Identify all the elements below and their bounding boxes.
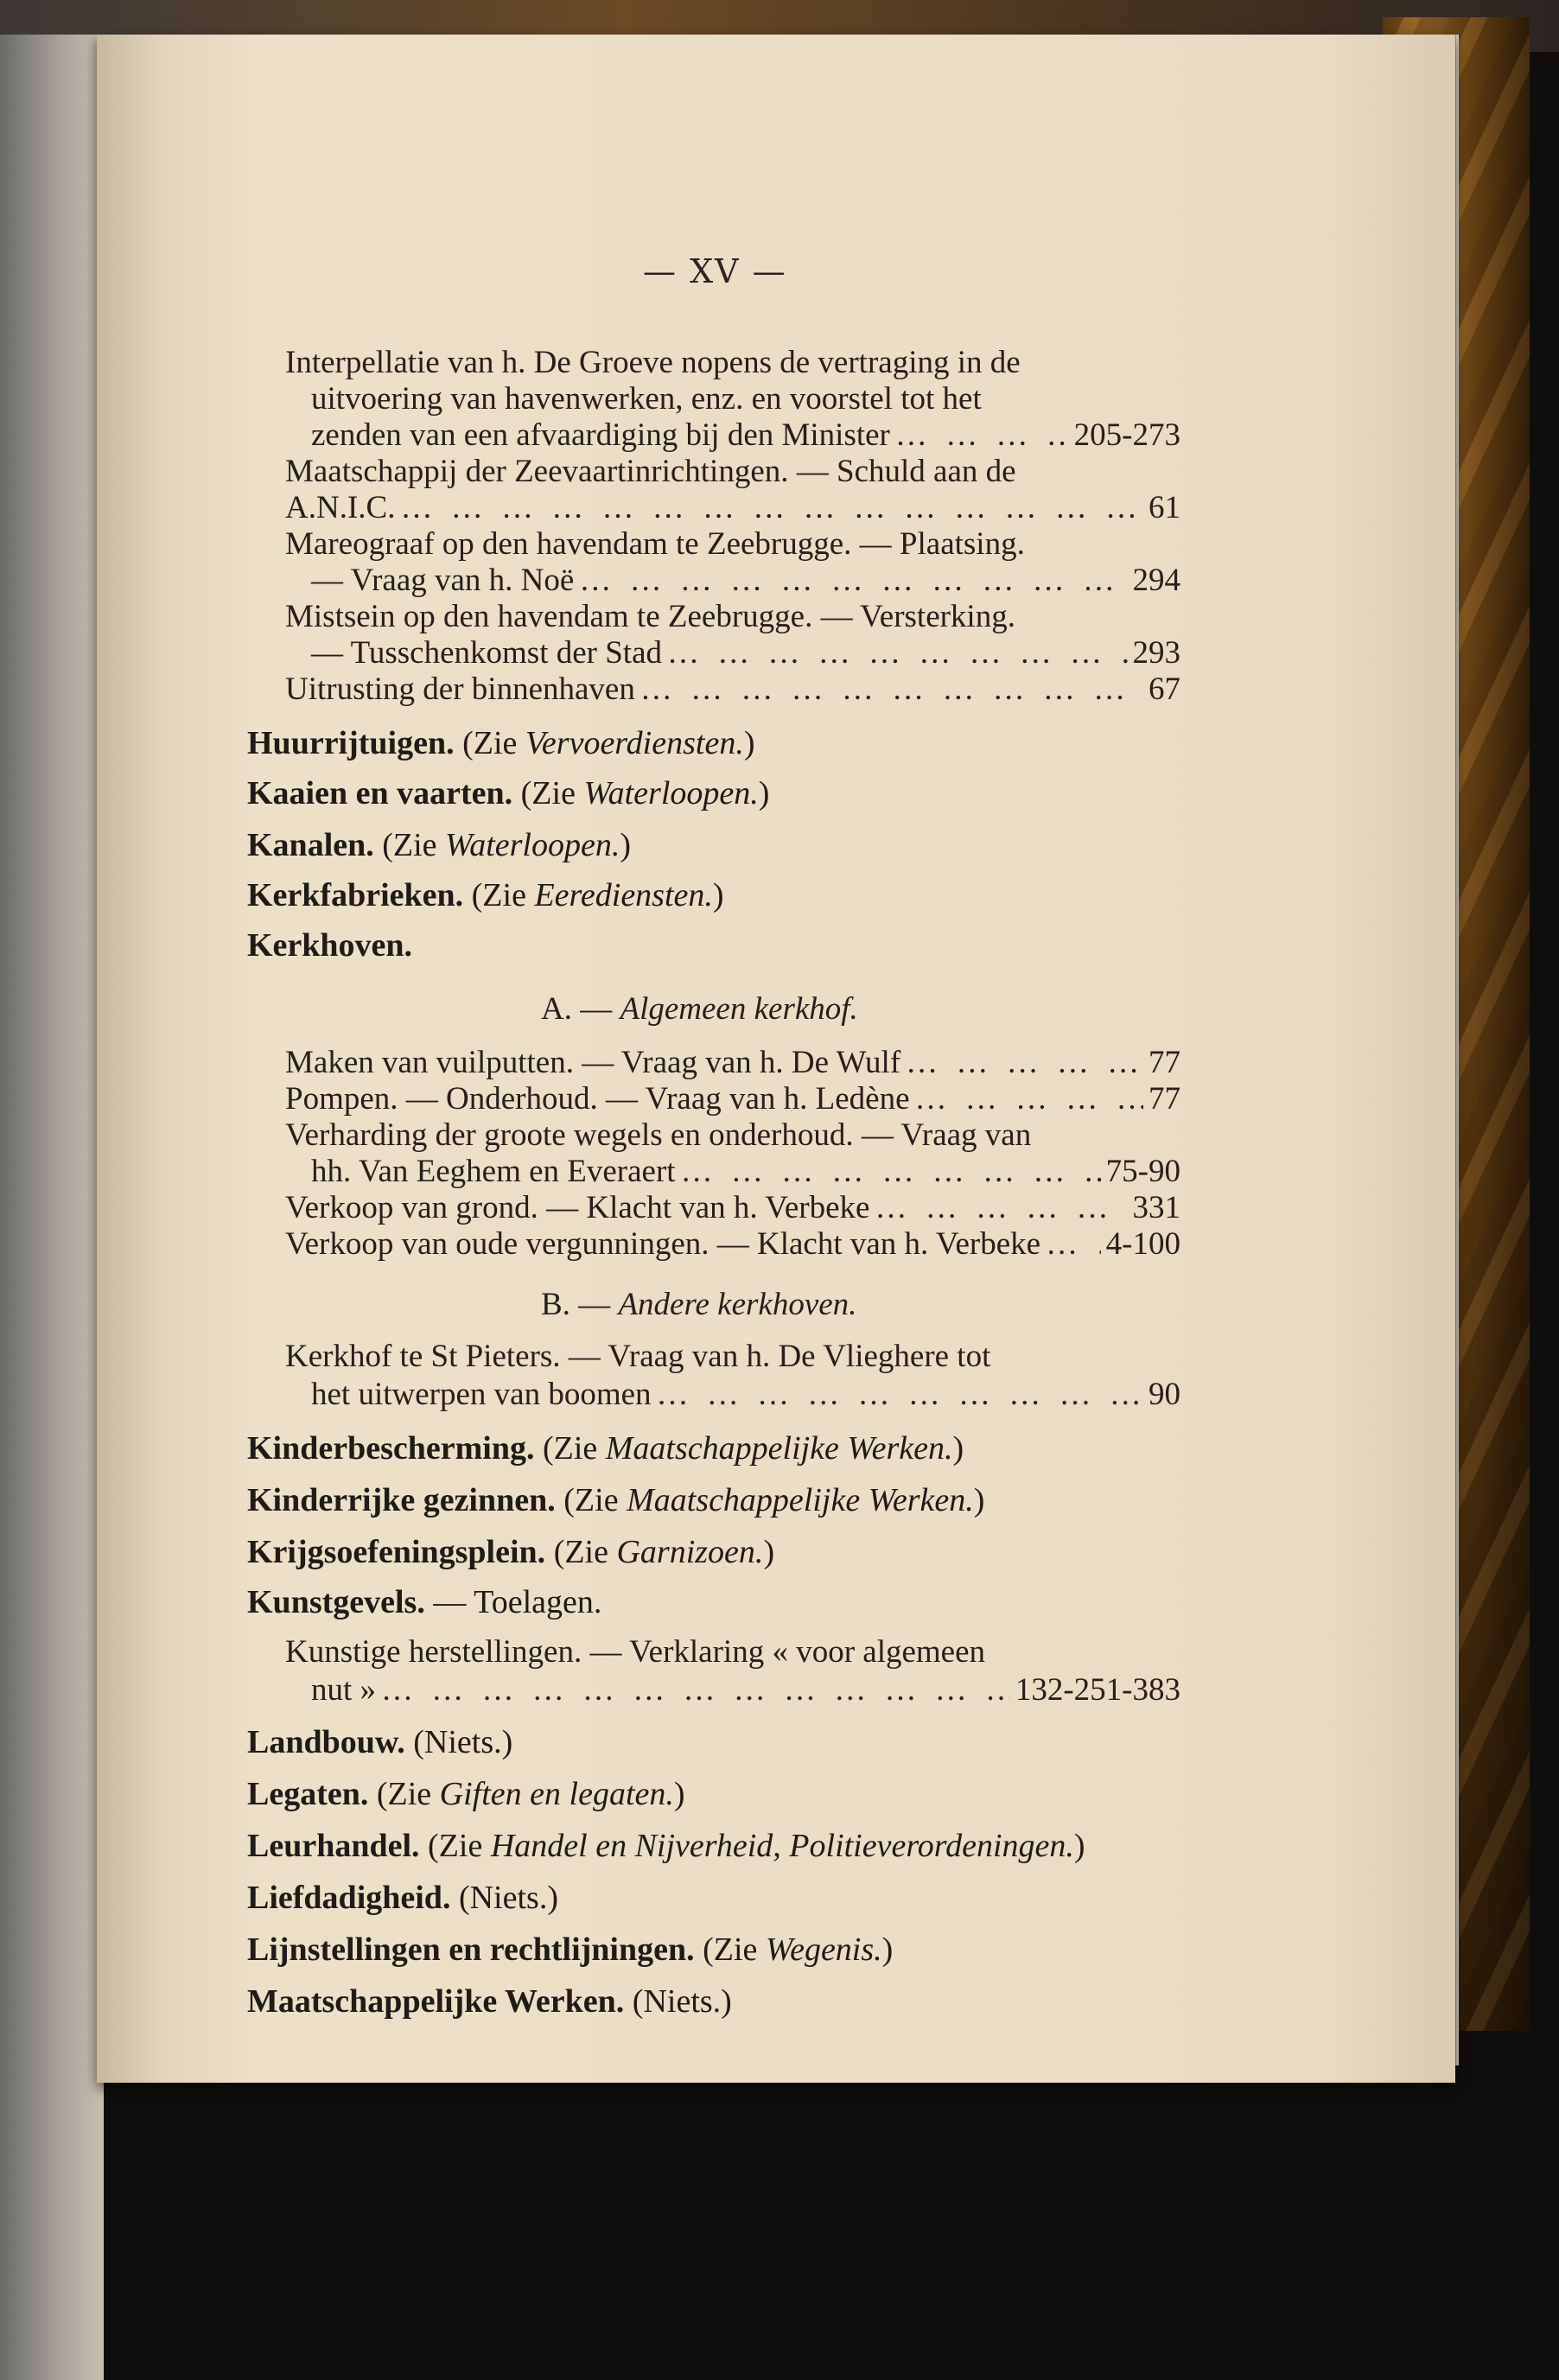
page-ref: 4-100: [1105, 1226, 1180, 1262]
index-entry: Pompen. — Onderhoud. — Vraag van h. Ledène … … … … … … … … … … … … … … … … … … … … … … … … … … … … … … 77: [285, 1080, 1180, 1117]
index-entry: Verharding der groote wegels en onderhoud. — Vraag van: [285, 1117, 1032, 1153]
index-entry: Mareograaf op den havendam te Zeebrugge. — Plaatsing.: [285, 526, 1025, 562]
index-heading: Kaaien en vaarten. (Zie Waterloopen.): [247, 775, 770, 811]
index-heading: Kinderrijke gezinnen. (Zie Maatschappelijke Werken.): [247, 1482, 985, 1518]
page-ref: 205-273: [1073, 417, 1180, 453]
index-heading: Landbouw. (Niets.): [247, 1724, 513, 1760]
index-heading: Huurrijtuigen. (Zie Vervoerdiensten.): [247, 725, 755, 761]
index-entry: Verkoop van oude vergunningen. — Klacht van h. Verbeke … … … … … … … … … … … … … … … … … … … … … … … … … … … … … … 4-100: [285, 1225, 1180, 1263]
page-ref: 294: [1132, 563, 1180, 598]
page-ref: 61: [1149, 490, 1180, 525]
index-entry: A.N.I.C. … … … … … … … … … … … … … … … … … … … … … … … … … … … … … … 61: [285, 489, 1180, 526]
index-entry: Maatschappij der Zeevaartinrichtingen. — Schuld aan de: [285, 454, 1016, 489]
index-entry: Verkoop van grond. — Klacht van h. Verbeke … … … … … … … … … … … … … … … … … … … … … … … … … … … … … … 331: [285, 1189, 1180, 1226]
index-heading: Legaten. (Zie Giften en legaten.): [247, 1776, 685, 1812]
index-heading: Kerkfabrieken. (Zie Eerediensten.): [247, 877, 724, 913]
index-heading: Krijgsoefeningsplein. (Zie Garnizoen.): [247, 1534, 775, 1570]
page-ref: 331: [1132, 1190, 1180, 1225]
index-heading: Leurhandel. (Zie Handel en Nijverheid, Politieverordeningen.): [247, 1828, 1085, 1864]
section-heading-b: B. — Andere kerkhoven.: [541, 1287, 857, 1322]
index-entry-cont: hh. Van Eeghem en Everaert … … … … … … … … … … … … … … … … … … … … … … … … … … … … … … 75-90: [311, 1153, 1180, 1190]
index-entry-cont: zenden van een afvaardiging bij den Minister … … … … … … … … … … … … … … … … … … … … … … … … … … … … … … 205-273: [311, 417, 1180, 454]
page-ref: 293: [1132, 635, 1180, 671]
index-heading: Maatschappelijke Werken. (Niets.): [247, 1983, 732, 2020]
index-entry-cont: het uitwerpen van boomen … … … … … … … … … … … … … … … … … … … … … … … … … … … … … … 90: [311, 1376, 1180, 1413]
page-ref: 77: [1149, 1081, 1180, 1117]
index-entry: Kerkhof te St Pieters. — Vraag van h. De Vlieghere tot: [285, 1339, 991, 1374]
index-heading: Kunstgevels. — Toelagen.: [247, 1584, 602, 1620]
page-ref: 77: [1149, 1045, 1180, 1080]
index-entry-cont: — Vraag van h. Noë … … … … … … … … … … … … … … … … … … … … … … … … … … … … … … 294: [311, 562, 1180, 599]
index-heading: Kinderbescherming. (Zie Maatschappelijke Werken.): [247, 1430, 964, 1467]
index-heading: Kanalen. (Zie Waterloopen.): [247, 827, 632, 863]
index-entry: Mistsein op den havendam te Zeebrugge. — Versterking.: [285, 599, 1015, 634]
index-entry: Kunstige herstellingen. — Verklaring « voor algemeen: [285, 1634, 986, 1670]
index-entry-cont: — Tusschenkomst der Stad … … … … … … … … … … … … … … … … … … … … … … … … … … … … … … 293: [311, 634, 1180, 671]
section-heading-a: A. — Algemeen kerkhof.: [541, 991, 858, 1027]
index-entry-cont: uitvoering van havenwerken, enz. en voorstel tot het: [311, 381, 982, 417]
page-ref: 75-90: [1105, 1154, 1180, 1189]
page-ref: 67: [1149, 671, 1180, 707]
index-entry: Maken van vuilputten. — Vraag van h. De Wulf … … … … … … … … … … … … … … … … … … … … … … … … … … … … … … 77: [285, 1044, 1180, 1081]
index-heading: Lijnstellingen en rechtlijningen. (Zie Wegenis.): [247, 1931, 894, 1968]
index-heading: Kerkhoven.: [247, 927, 413, 964]
index-heading: Liefdadigheid. (Niets.): [247, 1880, 558, 1916]
index-entry: Uitrusting der binnenhaven … … … … … … … … … … … … … … … … … … … … … … … … … … … … … … 67: [285, 671, 1180, 708]
index-entry: Interpellatie van h. De Groeve nopens de vertraging in de: [285, 345, 1021, 380]
index-entry-cont: nut » … … … … … … … … … … … … … … … … … … … … … … … … … … … … … … 132-251-383: [311, 1671, 1180, 1709]
book-spine-edge: [0, 35, 104, 2380]
page-ref: 132-251-383: [1015, 1672, 1180, 1708]
page-ref: 90: [1149, 1377, 1180, 1412]
page-number: — XV —: [643, 252, 787, 290]
